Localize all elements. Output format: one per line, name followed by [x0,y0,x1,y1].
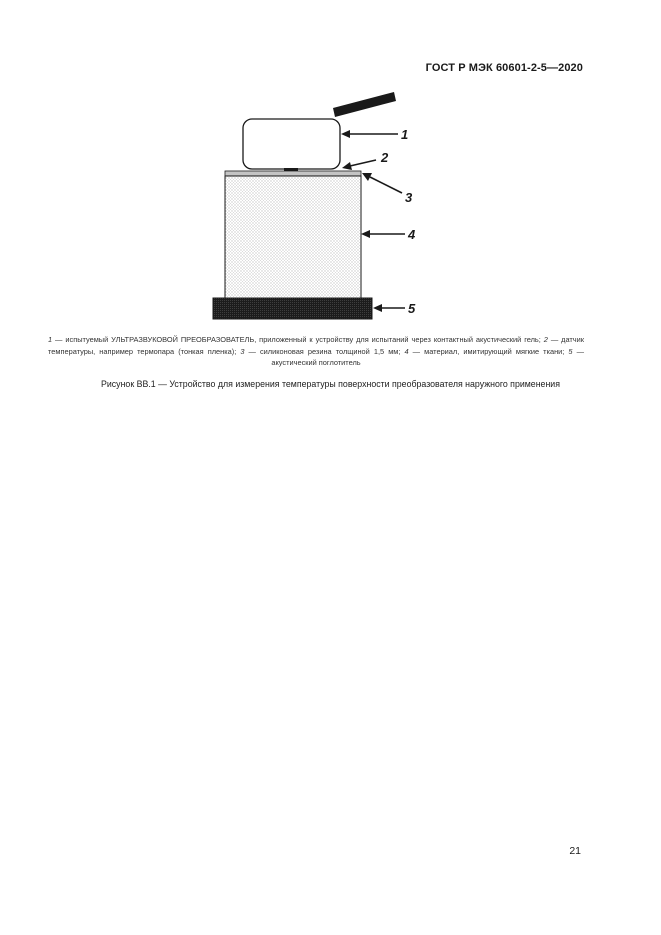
legend-text-2: — датчик температуры, например термопара (тонкая пленка); [48,335,584,356]
document-header: ГОСТ Р МЭК 60601-2-5—2020 [425,62,583,74]
legend-text-4: — материал, имитирующий мягкие ткани; [408,346,569,356]
figure-label-1: 1 [401,127,409,142]
page-number: 21 [569,845,581,857]
acoustic-absorber [213,298,372,319]
legend-num-4: 4 [404,346,409,356]
measurement-setup-figure [0,0,661,330]
figure-label-4: 4 [408,227,416,242]
figure-legend [48,334,584,369]
legend-num-5: 5 [568,346,573,356]
figure-label-2: 2 [381,150,389,165]
legend-num-1: 1 [48,335,53,344]
tissue-mimicking-material [225,176,361,298]
figure-label-3: 3 [405,190,413,205]
legend-text-1: — испытуемый УЛЬТРАЗВУКОВОЙ ПРЕОБРАЗОВАТЕЛЬ, приложенный к устройству для испытаний через контактный акустический гель; [52,335,544,344]
temperature-sensor [284,168,298,171]
ultrasonic-transducer [243,119,340,169]
legend-text-3: — силиконовая резина толщиной 1,5 мм; [244,346,405,356]
silicone-rubber-layer [225,171,361,176]
figure-label-5: 5 [408,301,416,316]
leader-arrow-3 [370,177,402,193]
leader-arrow-2 [350,160,376,166]
transducer-cable [333,92,396,117]
legend-text-5: — акустический поглотитель [271,346,584,367]
legend-num-2: 2 [543,335,548,344]
legend-num-3: 3 [240,346,245,356]
figure-caption: Рисунок ВВ.1 — Устройство для измерения температуры поверхности преобразователя наружного применения [101,379,560,389]
